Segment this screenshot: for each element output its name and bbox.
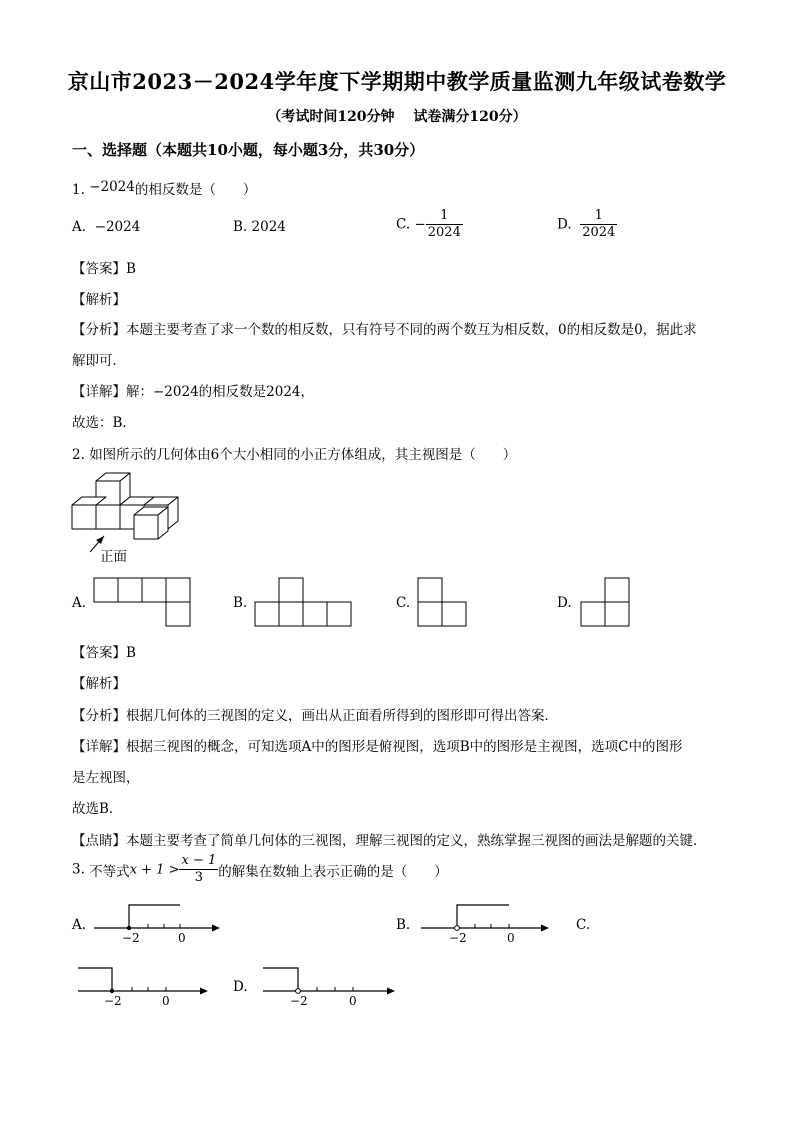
q2-dianjing-tag: 【点睛】	[72, 833, 126, 849]
tick-label: 0	[178, 931, 186, 945]
q1-answer-value: B	[126, 261, 136, 277]
q1-xiangjie-text: 解：−2024的相反数是2024，	[126, 384, 315, 400]
q1-option-a	[72, 219, 140, 235]
q2-option-d-figure	[580, 577, 630, 627]
q3-option-a-label: A.	[72, 917, 87, 933]
q1-answer	[72, 257, 136, 277]
q2-option-a-label: A.	[72, 595, 87, 611]
q1-option-c-denominator: 2024	[427, 225, 461, 241]
q3-option-d-label: D.	[233, 979, 248, 995]
q3-stem	[72, 853, 448, 887]
tick-label: −2	[290, 994, 308, 1008]
q3-option-c-label: C.	[576, 917, 591, 933]
q1-option-d-fraction	[580, 208, 617, 242]
tick-label: −2	[449, 931, 467, 945]
q3-fraction-denominator: 3	[179, 869, 218, 886]
q3-stem-suffix: 的解集在数轴上表示正确的是（ ）	[218, 863, 448, 880]
q2-option-b-figure	[254, 577, 352, 627]
q3-option-d-numberline	[261, 965, 399, 1015]
q1-option-c-numerator: 1	[440, 208, 449, 223]
q1-option-b	[233, 219, 286, 235]
q2-dianjing-text: 本题主要考查了简单几何体的三视图，理解三视图的定义，熟练掌握三视图的画法是解题的关键．	[126, 833, 707, 849]
q2-fenxi-tag: 【分析】	[72, 708, 126, 724]
q1-stem-math: −2024	[89, 179, 135, 195]
q3-option-a-numberline	[92, 900, 224, 950]
q1-xiangjie	[72, 380, 314, 400]
q3-option-b-label: B.	[396, 917, 411, 933]
tick-label: 0	[349, 994, 357, 1008]
q1-number: 1.	[72, 182, 85, 198]
q2-front-label: 正面	[100, 549, 127, 565]
q2-answer-tag: 【答案】	[72, 645, 126, 661]
q2-xiangjie	[72, 735, 683, 755]
q3-option-b-numberline	[419, 900, 551, 950]
q1-stem	[72, 178, 256, 198]
q2-xiangjie-line1: 根据三视图的概念，可知选项A中的图形是俯视图，选项B中的图形是主视图，选项C中的图形	[126, 739, 683, 755]
q2-xiangjie-tag: 【详解】	[72, 739, 126, 755]
q1-option-c	[396, 208, 463, 242]
q1-option-b-label: B.	[233, 219, 248, 235]
q2-stem	[72, 443, 516, 463]
q1-xiangjie-tag: 【详解】	[72, 384, 126, 400]
q3-stem-prefix: 不等式	[89, 863, 130, 880]
q1-jiexi-tag: 【解析】	[72, 292, 126, 308]
q2-option-a-figure	[93, 577, 191, 627]
q3-fraction-numerator: x − 1	[181, 853, 217, 868]
q1-answer-tag: 【答案】	[72, 261, 126, 277]
page-title: 京山市2023－2024学年度下学期期中教学质量监测九年级试卷数学	[67, 69, 727, 94]
q1-stem-text: 的相反数是（ ）	[134, 182, 257, 198]
exam-info: （考试时间120分钟 试卷满分120分）	[267, 109, 527, 125]
q2-fenxi	[72, 704, 558, 724]
q1-option-d-numerator: 1	[594, 208, 603, 223]
arrowhead-icon	[96, 536, 104, 544]
q1-option-b-value: 2024	[251, 219, 286, 235]
q2-option-c-label: C.	[396, 595, 411, 611]
q1-option-a-value: −2024	[94, 219, 141, 235]
q3-option-c-numberline	[76, 965, 210, 1015]
tick-label: 0	[507, 931, 515, 945]
q1-fenxi-line1: 本题主要考查了求一个数的相反数，只有符号不同的两个数互为相反数，0的相反数是0，据此求	[126, 322, 697, 338]
q1-option-c-fraction	[426, 208, 463, 242]
tick-label: −2	[122, 931, 140, 945]
q2-number: 2.	[72, 447, 85, 463]
q1-option-d-label: D.	[557, 216, 572, 233]
q1-fenxi-tag: 【分析】	[72, 322, 126, 338]
q2-dianjing	[72, 829, 707, 849]
q1-option-a-label: A.	[72, 219, 87, 235]
q2-stem-text: 如图所示的几何体由6个大小相同的小正方体组成，其主视图是（ ）	[89, 447, 517, 463]
q1-option-d-denominator: 2024	[582, 225, 616, 241]
q1-fenxi-line2: 解即可．	[72, 353, 126, 369]
q1-option-d	[557, 208, 617, 242]
section-heading: 一、选择题（本题共10小题，每小题3分，共30分）	[72, 141, 425, 159]
q2-cube-figure	[70, 470, 190, 565]
q2-fenxi-text: 根据几何体的三视图的定义，画出从正面看所得到的图形即可得出答案．	[126, 708, 558, 724]
q2-xiangjie-line2: 是左视图，	[72, 770, 140, 786]
q1-fenxi	[72, 318, 697, 338]
q1-option-c-sign: −	[414, 216, 426, 233]
q1-option-c-label: C.	[396, 216, 411, 233]
q1-conclusion: 故选：B．	[72, 415, 136, 431]
q3-fraction	[179, 853, 218, 887]
q2-jiexi-tag: 【解析】	[72, 676, 126, 692]
q2-option-b-label: B.	[233, 595, 248, 611]
tick-label: 0	[162, 994, 170, 1008]
q2-option-c-figure	[417, 577, 467, 627]
q2-answer	[72, 641, 136, 661]
q2-option-d-label: D.	[557, 595, 572, 611]
tick-label: −2	[104, 994, 122, 1008]
q3-number: 3.	[72, 861, 85, 878]
q2-answer-value: B	[126, 645, 136, 661]
q2-conclusion: 故选B．	[72, 801, 123, 817]
q3-ineq-left: x + 1 >	[129, 862, 180, 878]
